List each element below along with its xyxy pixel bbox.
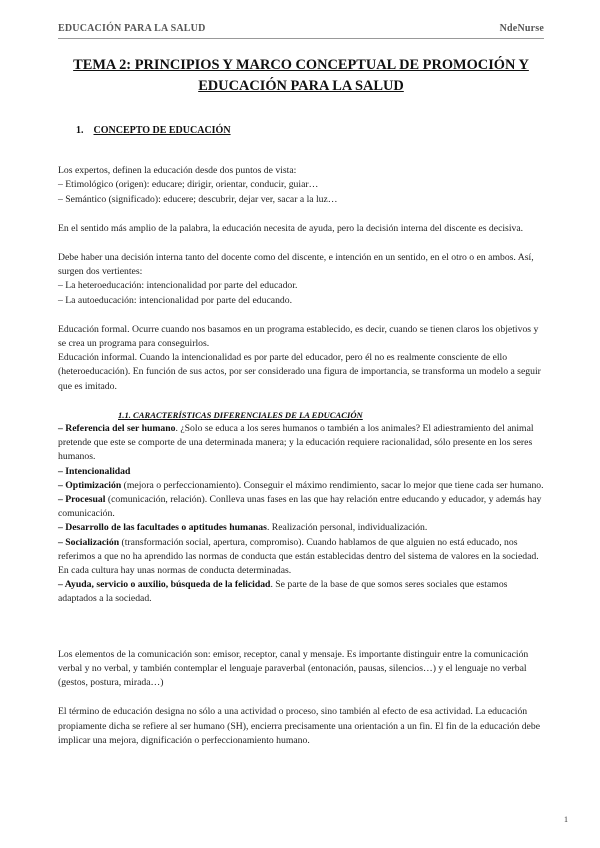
feature-description: . Realización personal, individualización.	[266, 522, 428, 534]
paragraph: – Semántico (significado): educere; descubrir, dejar ver, sacar a la luz…	[58, 193, 338, 205]
paragraph: Educación formal. Ocurre cuando nos basamos en un programa establecido, es decir, cuando se tienen claros los objetivos y se crea un programa para conseguirlos.	[58, 323, 539, 350]
feature-term: – Socialización	[58, 536, 120, 548]
section-number: 1.	[76, 125, 84, 136]
running-header-right: NdeNurse	[499, 23, 544, 34]
title-line-2: EDUCACIÓN PARA LA SALUD	[198, 78, 404, 94]
feature-description: (comunicación, relación). Conlleva unas fases en las que hay relación entre educando y educador, y además hay comunicación.	[58, 494, 542, 520]
list-item	[58, 422, 544, 465]
section-heading	[76, 124, 544, 138]
list-item	[58, 536, 544, 579]
feature-term: – Intencionalidad	[58, 465, 131, 477]
paragraph: Debe haber una decisión interna tanto del docente como del discente, e intención en un sentido, en el otro o en ambos. Así, surgen dos vertientes:	[58, 252, 534, 278]
list-item	[58, 465, 544, 479]
feature-description: . Se parte de la base de que somos seres sociales que estamos adaptados a la sociedad.	[58, 579, 508, 605]
running-header-left: EDUCACIÓN PARA LA SALUD	[58, 23, 206, 34]
feature-term: – Procesual	[58, 494, 106, 506]
paragraph: En el sentido más amplio de la palabra, la educación necesita de ayuda, pero la decisión interna del discente es decisiva.	[58, 222, 524, 234]
page-number: 1	[564, 815, 568, 824]
list-item	[58, 493, 544, 521]
subsection-heading: 1.1. CARACTERÍSTICAS DIFERENCIALES DE LA EDUCACIÓN	[118, 409, 363, 420]
list-item	[58, 521, 544, 535]
list-item	[58, 479, 544, 493]
section-heading-text: CONCEPTO DE EDUCACIÓN	[93, 125, 231, 136]
paragraph: Los elementos de la comunicación son: emisor, receptor, canal y mensaje. Es importante distinguir entre la comunicación verbal y no verbal, y también contemplar el lenguaje paraverbal (entonación, pausas, silencios…) y el lenguaje no verbal (gestos, postura, mirada…)	[58, 648, 529, 689]
feature-term: – Referencia del ser humano	[58, 423, 176, 435]
paragraph: – La autoeducación: intencionalidad por parte del educando.	[58, 294, 293, 306]
feature-description: . ¿Solo se educa a los seres humanos o también a los animales? El adiestramiento del animal pretende que este se comporte de una determinada manera; y la educación requiere racionalidad, sólo presente en los seres humanos.	[58, 423, 534, 463]
feature-description: (transformación social, apertura, compromiso). Cuando hablamos de que alguien no está educado, nos referimos a que no ha aprendido las normas de conducta que están establecidas dentro del sistema de valores en la sociedad. En cada cultura hay unas normas de conducta determinadas.	[58, 536, 539, 577]
document-body	[58, 124, 544, 748]
list-item	[58, 578, 544, 606]
document-title	[58, 55, 544, 97]
feature-term: – Ayuda, servicio o auxilio, búsqueda de la felicidad	[58, 579, 271, 591]
paragraph: El término de educación designa no sólo a una actividad o proceso, sino también al efecto de esa actividad. La educación propiamente dicha se refiere al ser humano (SH), encierra precisamente una orientación a un fin. El fin de la educación debe implicar una mejora, dignificación o perfeccionamiento humano.	[58, 706, 541, 746]
feature-term: – Optimización	[58, 479, 122, 491]
header-divider	[58, 38, 544, 39]
paragraph: Los expertos, definen la educación desde dos puntos de vista:	[58, 165, 297, 177]
paragraph: Educación informal. Cuando la intencionalidad es por parte del educador, pero él no es realmente consciente de ello (heteroeducación). En función de sus actos, por ser considerado una figura de importancia, se transforma un modelo a seguir que es imitado.	[58, 352, 541, 392]
paragraph: – La heteroeducación: intencionalidad por parte del educador.	[58, 280, 298, 292]
feature-term: – Desarrollo de las facultades o aptitudes humanas	[58, 522, 267, 534]
paragraph: – Etimológico (origen): educare; dirigir, orientar, conducir, guiar…	[58, 179, 319, 191]
feature-description: (mejora o perfeccionamiento). Conseguir el máximo rendimiento, sacar lo mejor que tiene cada ser humano.	[121, 479, 544, 491]
title-line-1: TEMA 2: PRINCIPIOS Y MARCO CONCEPTUAL DE PROMOCIÓN Y	[73, 57, 529, 73]
